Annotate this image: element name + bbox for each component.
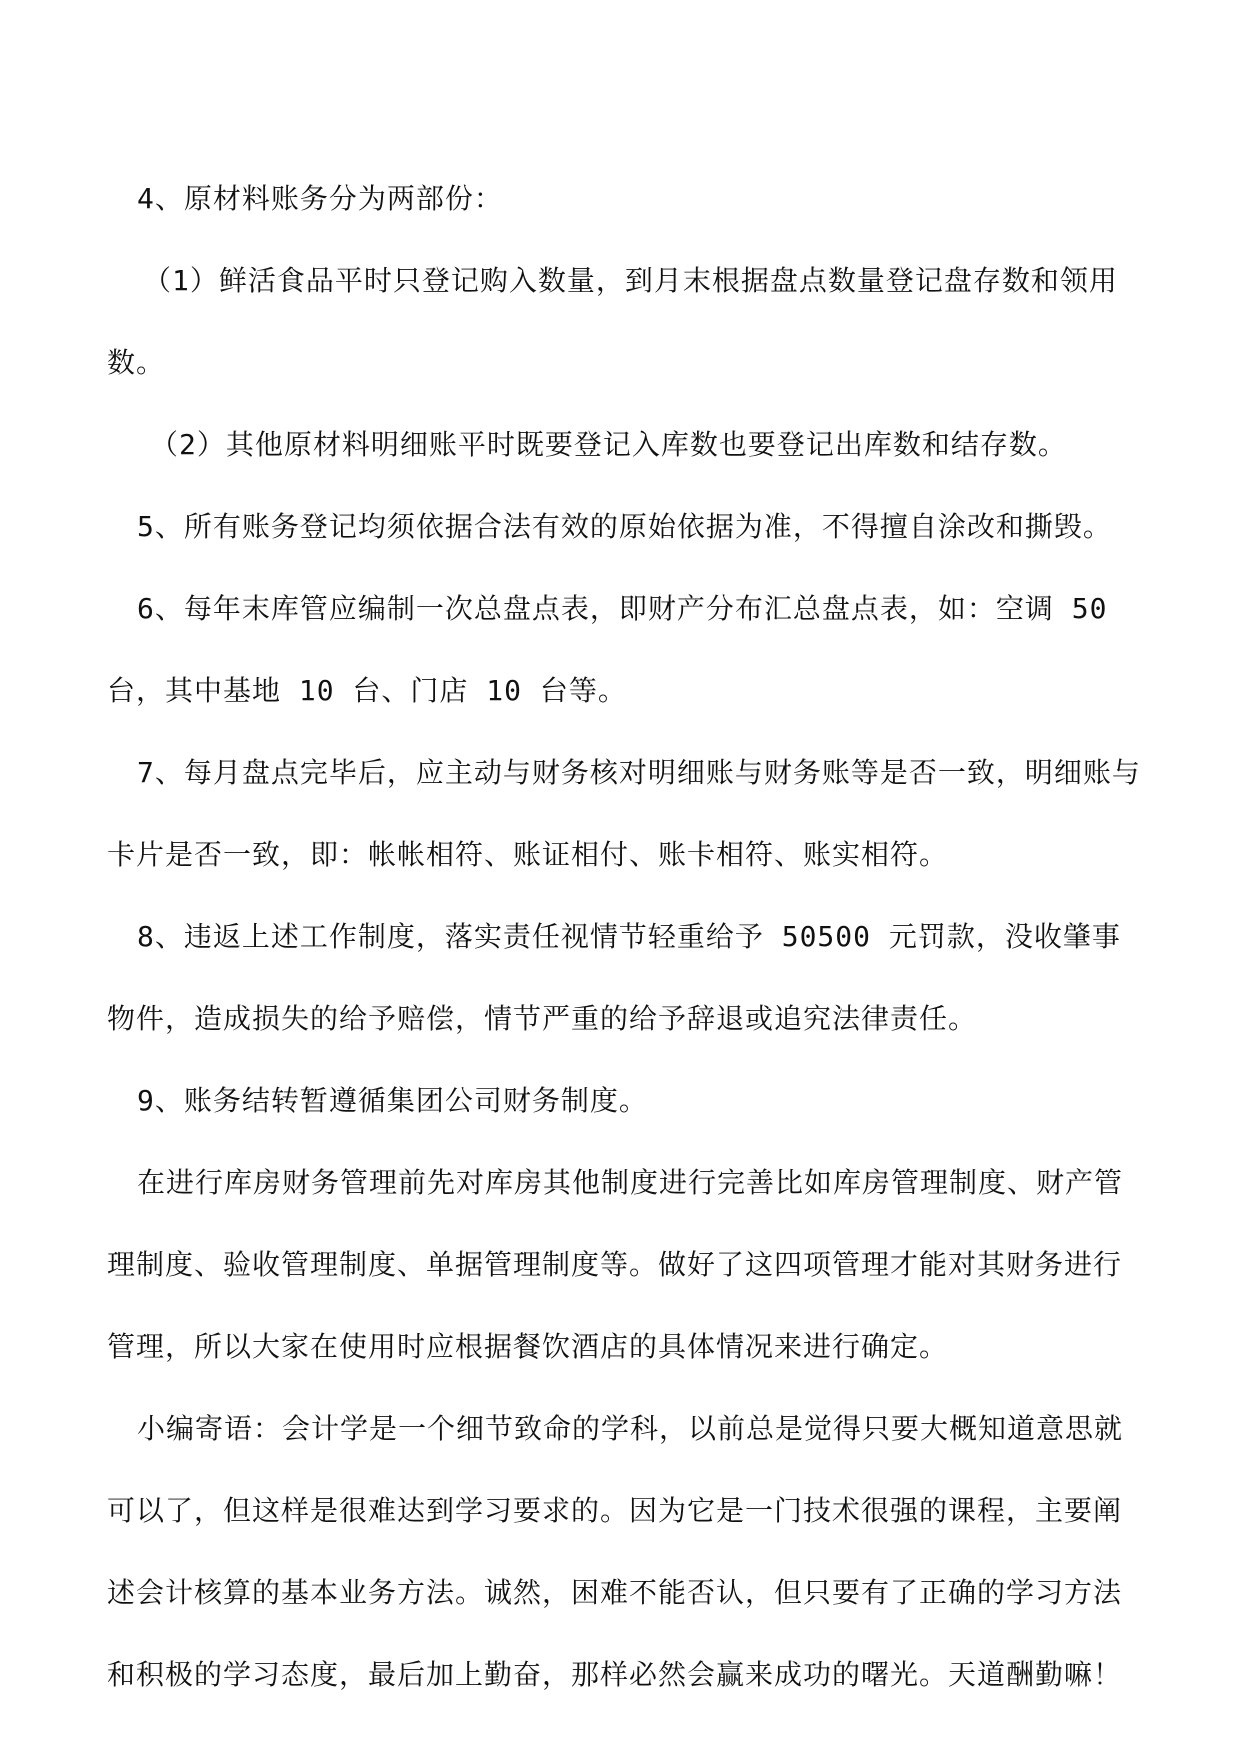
paragraph-item-4: 4、原材料账务分为两部份： [137, 182, 503, 215]
paragraph-item-9: 9、账务结转暂遵循集团公司财务制度。 [137, 1084, 648, 1117]
paragraph-item-8: 8、违返上述工作制度，落实责任视情节轻重给予 50500 元罚款，没收肇事物件，造成损失的给予赔偿，情节严重的给予辞退或追究法律责任。 [107, 920, 1121, 1035]
paragraph-item-5: 5、所有账务登记均须依据合法有效的原始依据为准，不得擅自涂改和撕毁。 [137, 510, 1112, 543]
paragraph-item-7: 7、每月盘点完毕后，应主动与财务核对明细账与财务账等是否一致，明细账与卡片是否一致，即：帐帐相符、账证相付、账卡相符、账实相符。 [107, 756, 1141, 871]
paragraph-summary: 在进行库房财务管理前先对库房其他制度进行完善比如库房管理制度、财产管理制度、验收管理制度、单据管理制度等。做好了这四项管理才能对其财务进行管理，所以大家在使用时应根据餐饮酒店的具体情况来进行确定。 [107, 1166, 1124, 1363]
paragraph-editor-note: 小编寄语：会计学是一个细节致命的学科，以前总是觉得只要大概知道意思就可以了，但这样是很难达到学习要求的。因为它是一门技术很强的课程，主要阐述会计核算的基本业务方法。诚然，困难不能否认，但只要有了正确的学习方法和积极的学习态度，最后加上勤奋，那样必然会赢来成功的曙光。天道酬勤嘛！ [107, 1412, 1124, 1691]
paragraph-subitem-2: （2）其他原材料明细账平时既要登记入库数也要登记出库数和结存数。 [150, 428, 1067, 461]
paragraph-subitem-1: （1）鲜活食品平时只登记购入数量，到月末根据盘点数量登记盘存数和领用数。 [107, 264, 1118, 379]
paragraph-item-6: 6、每年末库管应编制一次总盘点表，即财产分布汇总盘点表，如：空调 50 台，其中基地 10 台、门店 10 台等。 [107, 592, 1108, 707]
document-body [107, 158, 1147, 1716]
